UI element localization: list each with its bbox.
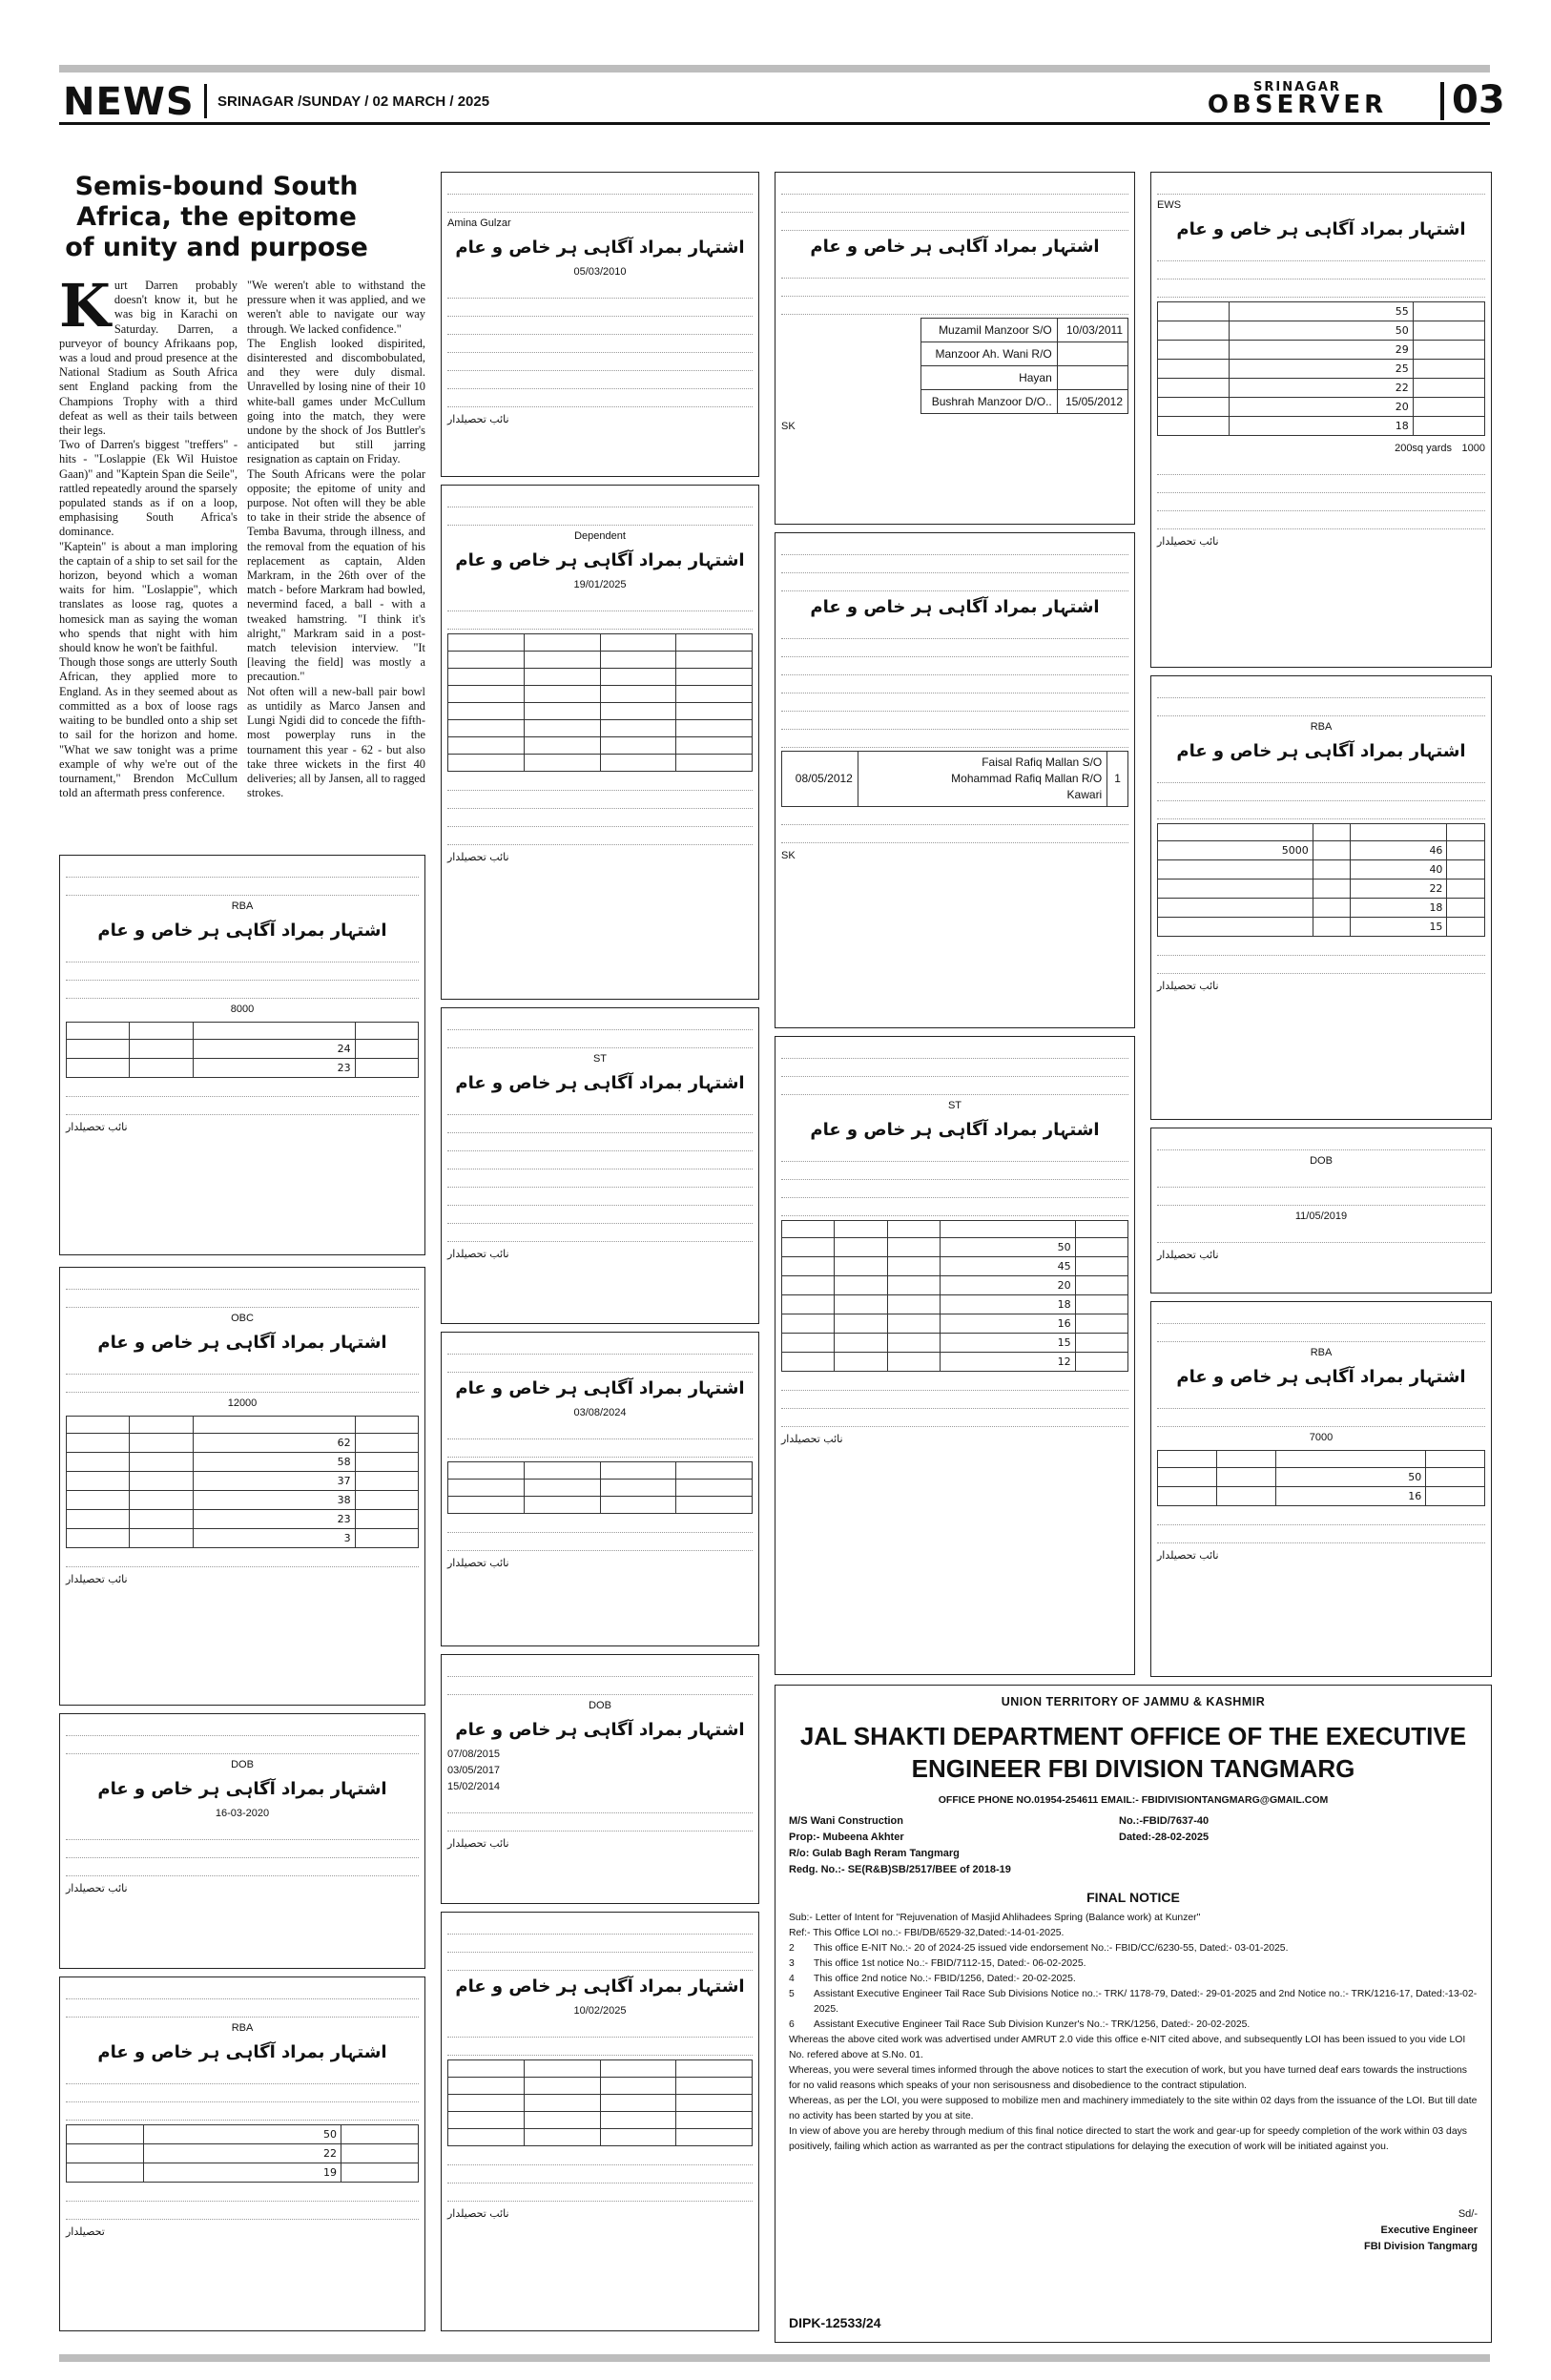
notice-income: 7000: [1309, 1432, 1334, 1443]
ref-text: This office 1st notice No.:- FBID/7112-15, Dated:- 06-02-2025.: [814, 1958, 1086, 1969]
table-cell: Bushrah Manzoor D/O..: [920, 390, 1057, 414]
notice-heading: اشتہار بمراد آگاہی ہر خاص و عام: [455, 1720, 745, 1740]
notice-heading: اشتہار بمراد آگاہی ہر خاص و عام: [455, 1976, 745, 1997]
notice-heading: اشتہار بمراد آگاہی ہر خاص و عام: [455, 1073, 745, 1093]
signature-title: Executive Engineer: [1380, 2225, 1478, 2236]
bushrah-table: [920, 318, 1128, 414]
notice-ut: UNION TERRITORY OF JAMMU & KASHMIR: [1001, 1695, 1266, 1708]
notice-name: Amina Gulzar: [447, 217, 511, 229]
addressee-line: M/S Wani Construction: [789, 1815, 903, 1827]
notice-signature: [781, 418, 1128, 435]
notice-body: [789, 1911, 1479, 2155]
notice-march: [441, 1332, 759, 1646]
notice-keyword: RBA: [231, 2022, 254, 2034]
addressee-line: R/o: Gulab Bagh Reram Tangmarg: [789, 1848, 960, 1859]
notice-gujjar: [775, 1036, 1135, 1675]
article-headline: Semis-bound South Africa, the epitome of unity and purpose: [65, 172, 368, 262]
table-cell: Muzamil Manzoor S/O: [920, 319, 1057, 342]
article-paragraph: The English looked dispirited, disinterested and discombobulated, and they were duly dismal. Unravelled by losing nine of their 10 white-ball games under McCullum going into the match, they were undone by the shock of Jos Buttler's anticipated but still jarring resignation as captain on Friday.: [247, 336, 425, 466]
article-column-2: [247, 279, 425, 800]
notice-signature: نائب تحصیلدار: [447, 2207, 509, 2220]
notice-keyword: RBA: [231, 900, 254, 912]
notice-dob-2020: [59, 1713, 425, 1969]
sk-mark: SK: [781, 421, 796, 432]
notice-dependent: [441, 485, 759, 1000]
notice-income: 8000: [230, 1004, 255, 1015]
ref-number: 4: [789, 1974, 795, 1984]
notice-date: 03/08/2024: [573, 1407, 627, 1418]
notice-dated: Dated:-28-02-2025: [1119, 1832, 1210, 1843]
notice-date: 16-03-2020: [215, 1808, 270, 1819]
dropcap: K: [59, 271, 111, 341]
table-cell: [858, 752, 1106, 807]
brand-main: OBSERVER: [1207, 91, 1388, 119]
ref-text: Assistant Executive Engineer Tail Race Sub Divisions Notice no.:- TRK/ 1178-79, Dated:- 29-01-2025 and 2nd Notice no.:- TRK/1216-17, Dated:-13-02-2025.: [814, 1989, 1478, 2015]
article-column-1: [59, 271, 238, 800]
masthead: [59, 78, 1505, 125]
notice-table: 62 58 37 38 23 3: [66, 1416, 419, 1548]
notice-signature: نائب تحصیلدار: [1157, 1249, 1219, 1261]
notice-date: 19/01/2025: [573, 579, 627, 590]
ref-item: [789, 1987, 1479, 2018]
notice-date: 03/05/2017: [447, 1765, 501, 1776]
notice-rba-5000: [1150, 675, 1492, 1120]
notice-signature: نائب تحصیلدار: [447, 413, 509, 425]
table-cell: [1057, 366, 1127, 390]
notice-signature: نائب تحصیلدار: [447, 1557, 509, 1569]
notice-heading: اشتہار بمراد آگاہی ہر خاص و عام: [455, 550, 745, 570]
ref-number: 6: [789, 2019, 795, 2030]
notice-keyword: ST: [592, 1053, 608, 1065]
notice-dob-2019: [1150, 1128, 1492, 1293]
notice-heading: اشتہار بمراد آگاہی ہر خاص و عام: [455, 238, 745, 258]
notice-heading: اشتہار بمراد آگاہی ہر خاص و عام: [97, 1333, 387, 1353]
notice-keyword: ST: [947, 1100, 962, 1111]
notice-signature: نائب تحصیلدار: [66, 1573, 128, 1585]
table-cell: Manzoor Ah. Wani R/O: [920, 342, 1057, 366]
notice-heading: اشتہار بمراد آگاہی ہر خاص و عام: [97, 1779, 387, 1799]
notice-st: [441, 1007, 759, 1324]
notice-heading: اشتہار بمراد آگاہی ہر خاص و عام: [97, 921, 387, 941]
notice-subject: Sub:- Letter of Intent for "Rejuvenation of Masjid Ahlihadees Spring (Balance work) at Kunzer": [789, 1913, 1201, 1923]
notice-date: 07/08/2015: [447, 1749, 501, 1760]
notice-keyword: RBA: [1310, 721, 1333, 733]
notice-date: 15/02/2014: [447, 1781, 501, 1792]
ref-item: [789, 1956, 1479, 1972]
article-paragraph: Though those songs are utterly South African, they applied more to England. As in they seemed about as committed as a box of loose rags waiting to be bundled onto a ship set to sail for the horizon and home. "What we saw tonight was a prime example of why we're out of the tournament," Brendon McCullum told an aftermath press conference.: [59, 655, 238, 800]
notice-keyword: DOB: [589, 1700, 611, 1711]
notice-date: 05/03/2010: [573, 266, 627, 278]
signature-division: FBI Division Tangmarg: [1364, 2241, 1478, 2252]
notice-heading: اشتہار بمراد آگاہی ہر خاص و عام: [810, 597, 1100, 617]
table-cell: 08/05/2012: [782, 752, 858, 807]
notice-keyword: Dependent: [574, 530, 626, 542]
ref-text: Assistant Executive Engineer Tail Race Sub Division Kunzer's No.:- TRK/1256, Dated:- 20-02-2025.: [814, 2019, 1251, 2030]
department-line-1: JAL SHAKTI DEPARTMENT OFFICE OF THE EXECUTIVE: [799, 1722, 1467, 1750]
area-value: 200sq yards: [1395, 443, 1453, 454]
notice-signature: نائب تحصیلدار: [447, 1837, 509, 1850]
notice-heading: اشتہار بمراد آگاہی ہر خاص و عام: [1176, 219, 1466, 239]
section-title: NEWS: [63, 80, 195, 124]
notice-addressee: [789, 1813, 1011, 1878]
notice-keyword: OBC: [231, 1313, 254, 1324]
article-paragraph: "We weren't able to withstand the pressure when it was applied, and we weren't able to navigate our way through. We lacked confidence.": [247, 279, 425, 336]
notice-signature: نائب تحصیلدار: [447, 851, 509, 863]
notice-keyword: DOB: [1310, 1155, 1333, 1167]
bottom-rule: [59, 2354, 1490, 2362]
notice-obc: [59, 1267, 425, 1706]
notice-contact: OFFICE PHONE NO.01954-254611 EMAIL:- FBIDIVISIONTANGMARG@GMAIL.COM: [938, 1794, 1329, 1806]
notice-kawari: [441, 1912, 759, 2331]
notice-paragraph: Whereas, as per the LOI, you were supposed to mobilize men and machinery immediately to the site within 02 days from the issuance of the LOI. But till date no activity has been started by you at site.: [789, 2096, 1478, 2121]
signature-sd: Sd/-: [1458, 2208, 1478, 2220]
notice-amina: [441, 172, 759, 477]
ref-text: This office 2nd notice No.:- FBID/1256, Dated:- 20-02-2025.: [814, 1974, 1076, 1984]
notice-signature: [1364, 2206, 1478, 2255]
top-rule: [59, 65, 1490, 72]
notice-heading: اشتہار بمراد آگاہی ہر خاص و عام: [810, 237, 1100, 257]
sk-mark: SK: [781, 850, 796, 861]
notice-signature: نائب تحصیلدار: [1157, 535, 1219, 548]
notice-signature: [781, 847, 1128, 864]
notice-table: [447, 633, 753, 772]
notice-table: 46 5000 40 22 18 15: [1157, 823, 1485, 937]
ref-item: [789, 1972, 1479, 1987]
table-cell: [1057, 342, 1127, 366]
notice-line: [1157, 440, 1485, 457]
notice-title: FINAL NOTICE: [1086, 1890, 1180, 1905]
page-number: 03: [1452, 78, 1505, 122]
notice-rba-2: [59, 1976, 425, 2331]
notice-reference: [1119, 1813, 1209, 1846]
notice-table: 24 23: [66, 1022, 419, 1078]
dateline: SRINAGAR /SUNDAY / 02 MARCH / 2025: [217, 93, 490, 110]
notice-signature: نائب تحصیلدار: [781, 1433, 843, 1445]
notice-paragraph: Whereas the above cited work was advertised under AMRUT 2.0 vide this office e-NIT cited above, and subsequently LOI has been issued to you vide LOI No. refered above at S.No. 01.: [789, 2035, 1466, 2060]
brand-logo: [1154, 80, 1440, 119]
ref-number: 5: [789, 1989, 795, 1999]
dipk-number: DIPK-12533/24: [789, 2315, 881, 2330]
notice-heading: اشتہار بمراد آگاہی ہر خاص و عام: [810, 1120, 1100, 1140]
jal-shakti-notice: [775, 1685, 1492, 2343]
article-paragraph: "Kaptein" is about a man imploring the captain of a ship to set sail for the horizon, beyond which a woman waits for him. "Loslappie", which translates as loose rag, quotes a homesick man as saying the woman who spends that night with him should know he won't be faithful.: [59, 539, 238, 655]
income-value: 1000: [1461, 443, 1485, 454]
notice-keyword: DOB: [231, 1759, 254, 1770]
notice-table: [447, 2059, 753, 2146]
ref-item: [789, 1941, 1479, 1956]
notice-table: 55 50 29 25 22 20 18: [1157, 301, 1485, 436]
ref-number: 2: [789, 1943, 795, 1954]
masthead-divider-right: [1440, 82, 1444, 120]
notice-signature: نائب تحصیلدار: [66, 1121, 128, 1133]
table-cell: Hayan: [920, 366, 1057, 390]
faisal-table: [781, 751, 1128, 807]
notice-table: 50 22 19: [66, 2124, 419, 2183]
notice-keyword: EWS: [1157, 199, 1182, 211]
notice-number: No.:-FBID/7637-40: [1119, 1815, 1210, 1827]
notice-signature: نائب تحصیلدار: [66, 1882, 128, 1894]
notice-signature: نائب تحصیلدار: [1157, 1549, 1219, 1562]
article-body: [59, 271, 425, 800]
notice-signature: نائب تحصیلدار: [447, 1248, 509, 1260]
notice-department: [776, 1720, 1491, 1785]
notice-ews: [1150, 172, 1492, 668]
notice-date: 10/02/2025: [573, 2005, 627, 2017]
brand-top: SRINAGAR: [1253, 80, 1341, 94]
notice-rba-7000: [1150, 1301, 1492, 1677]
addressee-line: Redg. No.:- SE(R&B)SB/2517/BEE of 2018-19: [789, 1864, 1011, 1875]
department-line-2: ENGINEER FBI DIVISION TANGMARG: [911, 1754, 1355, 1783]
table-cell: 15/05/2012: [1057, 390, 1127, 414]
table-cell: 1: [1107, 752, 1128, 807]
table-line: Mohammad Rafiq Mallan R/O: [951, 772, 1103, 785]
ref-item: [789, 2018, 1479, 2033]
article-paragraph: Not often will a new-ball pair bowl as untidily as Marco Jansen and Lungi Ngidi did to concede the fifth-most powerplay runs in the tournament this year - 62 - but also take three wickets in the first 40 deliveries; all by Jansen, all to ragged strokes.: [247, 684, 425, 800]
notice-signature: تحصیلدار: [66, 2225, 105, 2238]
table-line: Kawari: [1066, 788, 1103, 801]
notice-signature: نائب تحصیلدار: [1157, 980, 1219, 992]
notice-bushrah: [775, 172, 1135, 525]
notice-date: 11/05/2019: [1294, 1211, 1348, 1222]
notice-paragraph: In view of above you are hereby through medium of this final notice directed to start the work and gear-up for speedy completion of the work within 03 days positively, failing which action as warranted as per the contract stipulations for delaying the execution of work will be initiated against you.: [789, 2126, 1467, 2152]
article-paragraph: Two of Darren's biggest "treffers" - hits - "Loslappie (Ek Wil Huistoe Gaan)" and "Kaptein Span die Seile", rattled repeatedly around the sparsely populated stands as if on a loop, emphasising South Africa's dominance.: [59, 438, 238, 539]
ref-text: This office E-NIT No.:- 20 of 2024-25 issued vide endorsement No.:- FBID/CC/6230-55, Dated:- 03-01-2025.: [814, 1943, 1289, 1954]
table-line: Faisal Rafiq Mallan S/O: [982, 755, 1103, 769]
ref-number: 3: [789, 1958, 795, 1969]
masthead-divider: [204, 84, 207, 118]
notice-table: [447, 1461, 753, 1514]
notice-heading: اشتہار بمراد آگاہی ہر خاص و عام: [1176, 1367, 1466, 1387]
notice-heading: اشتہار بمراد آگاہی ہر خاص و عام: [1176, 741, 1466, 761]
notice-income: 12000: [227, 1397, 258, 1409]
notice-paragraph: Whereas, you were several times informed through the above notices to start the execution of work, but you have turned deaf ears towards the instructions for no valid reasons which speaks of your non serisousness and disobedience to the contract stipulation.: [789, 2065, 1467, 2091]
article-paragraph: The South Africans were the polar opposite; the epitome of unity and purpose. Not often will they be able to take in their stride the absence of Temba Bavuma, through illness, and the removal from the equation of his replacement as captain, Alden Markram, in the 26th over of the match - before Markram had bowled, nevermind faced, a ball - with a tweaked hamstring. "I think it's alright," Markram said in a post-match television interview. "It [leaving the field] was mostly a precaution.": [247, 466, 425, 684]
notice-rba-8000: [59, 855, 425, 1255]
article-paragraph: urt Darren probably doesn't know it, but he was big in Karachi on Saturday. Darren, a purveyor of bouncy Afrikaans pop, was a loud and proud presence at the National Stadium as South Africa sent England packing from the Champions Trophy with a third defeat as well as their tails between their legs.: [59, 279, 238, 438]
notice-heading: اشتہار بمراد آگاہی ہر خاص و عام: [97, 2042, 387, 2062]
notice-keyword: RBA: [1310, 1347, 1333, 1358]
addressee-line: Prop:- Mubeena Akhter: [789, 1832, 904, 1843]
notice-table: 50 45 20 18 16 15 12: [781, 1220, 1128, 1372]
table-cell: 10/03/2011: [1057, 319, 1127, 342]
notice-dob: [441, 1654, 759, 1904]
notice-ref: Ref:- This Office LOI no.:- FBI/DB/6529-32,Dated:-14-01-2025.: [789, 1928, 1065, 1938]
notice-faisal: [775, 532, 1135, 1028]
notice-table: 50 16: [1157, 1450, 1485, 1506]
notice-heading: اشتہار بمراد آگاہی ہر خاص و عام: [455, 1378, 745, 1398]
